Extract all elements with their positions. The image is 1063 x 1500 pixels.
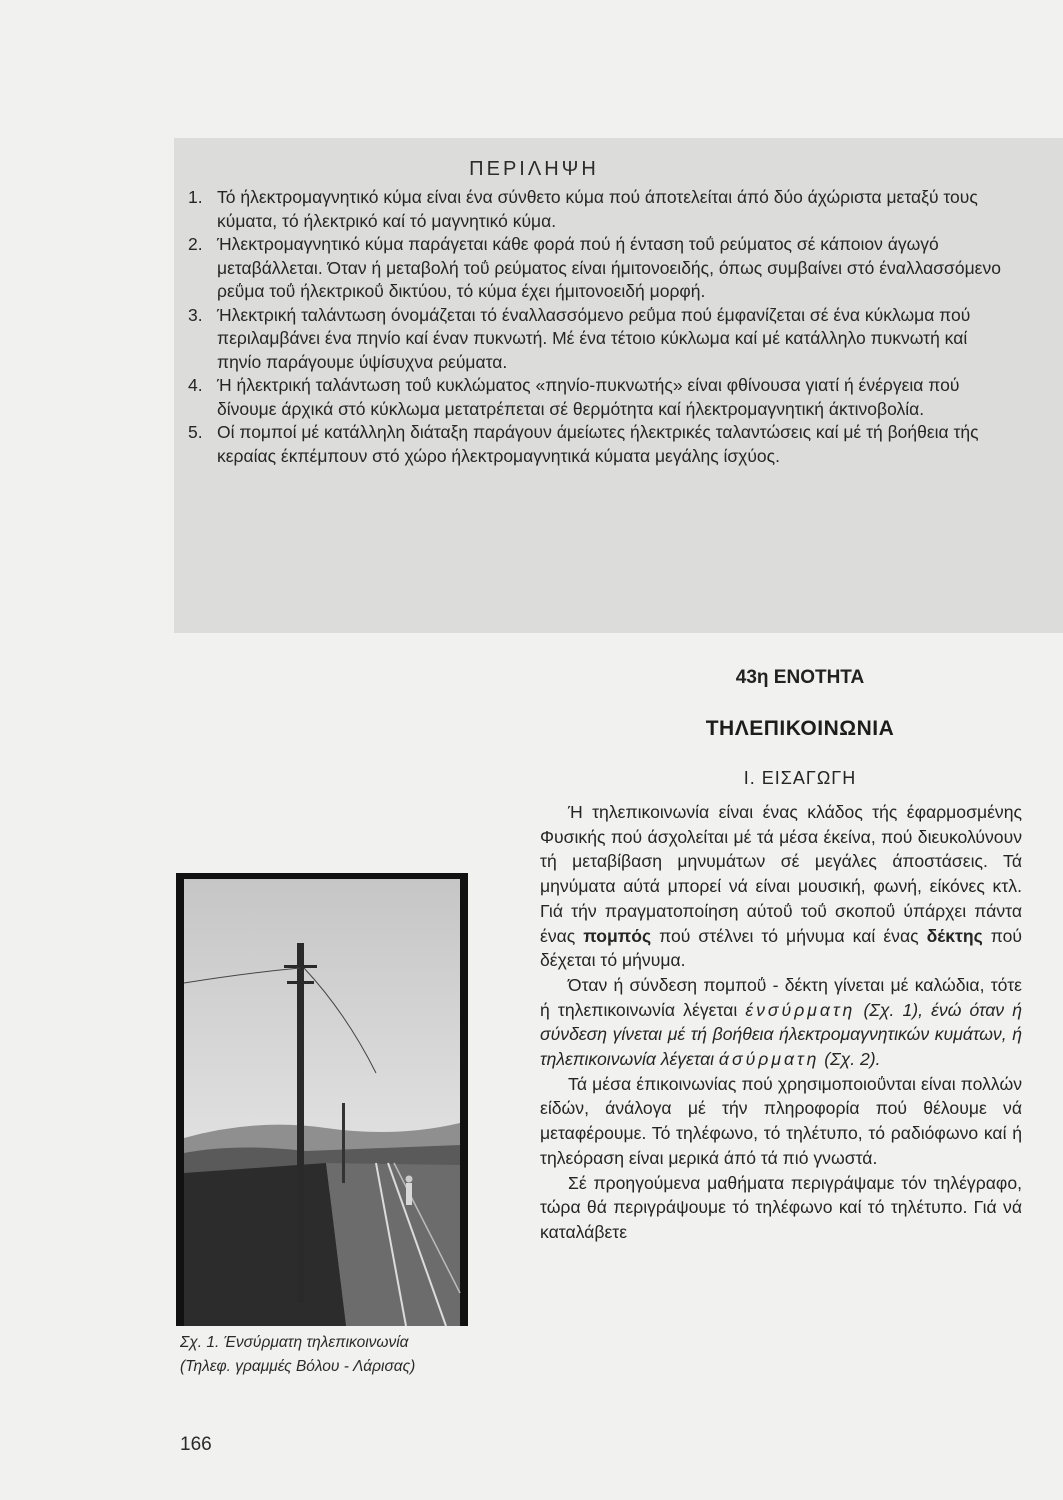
section-number: 43η ΕΝΟΤΗΤΑ — [735, 667, 865, 688]
term-wired: ένσύρματη — [745, 999, 856, 1020]
summary-item-number: 5. — [188, 422, 203, 442]
term-wireless: άσύρματη — [718, 1049, 820, 1070]
section-title: ΤΗΛΕΠΙΚΟΙΝΩΝΙΑ — [705, 717, 895, 740]
summary-item-number: 1. — [188, 187, 203, 207]
paragraph-text: πού δέχεται τό μήνυμα. — [540, 925, 1023, 971]
caption-line-1: Σχ. 1. Ένσύρματη τηλεπικοινωνία — [180, 1334, 409, 1351]
body-text — [540, 800, 1022, 1245]
paragraph-text: (Σχ. 1), ένώ όταν ή σύνδεση γίνεται μέ τή βοήθεια ήλεκτρομαγνητικών κυμάτων, ή τηλεπικοινωνία λέγεται — [540, 999, 1023, 1070]
paragraph-text: πού στέλνει τό μήνυμα καί ένας — [659, 925, 919, 946]
paragraph-2 — [540, 973, 1022, 1072]
summary-box — [174, 138, 1063, 633]
paragraph-text: (Σχ. 2). — [824, 1049, 881, 1070]
term-transmitter: πομπός — [583, 925, 652, 946]
summary-item-text: Οί πομποί μέ κατάλληλη διάταξη παράγουν άμείωτες ήλεκτρικές ταλαντώσεις καί μέ τή βοήθεια τής κεραίας έκπέμπουν στό χώρο ήλεκτρομαγνητικά κύματα μεγάλης ίσχύος. — [217, 422, 979, 466]
summary-item-number: 4. — [188, 375, 203, 395]
summary-item-number: 3. — [188, 304, 203, 325]
term-receiver: δέκτης — [926, 925, 983, 946]
railway-photo — [176, 873, 468, 1326]
summary-list — [184, 186, 1004, 468]
caption-line-2: (Τηλεφ. γραμμές Βόλου - Λάρισας) — [180, 1358, 416, 1375]
summary-item-3 — [184, 304, 1004, 375]
paragraph-text: Όταν ή σύνδεση πομποΰ - δέκτη γίνεται μέ καλώδια, τότε ή τηλεπικοινωνία λέγεται — [540, 974, 1022, 1020]
summary-item-text: Τό ήλεκτρομαγνητικό κύμα είναι ένα σύνθετο κύμα πού άποτελείται άπό δύο άχώριστα μεταξύ τους κύματα, τό ήλεκτρικό καί τό μαγνητικό κύμα. — [217, 187, 978, 231]
summary-item-2 — [184, 233, 1004, 304]
summary-item-text: Ήλεκτρομαγνητικό κύμα παράγεται κάθε φορά πού ή ένταση τοΰ ρεύματος σέ κάποιον άγωγό μεταβάλλεται. Όταν ή μεταβολή τοΰ ρεύματος είναι ήμιτονοειδής, όπως συμβαίνει στό έναλλασσόμενο ρεΰμα τοΰ ήλεκτρικοΰ δικτύου, τό κύμα έχει ήμιτονοειδή μορφή. — [217, 234, 1001, 301]
paragraph-4: Σέ προηγούμενα μαθήματα περιγράψαμε τόν τηλέγραφο, τώρα θά περιγράψουμε τό τηλέφωνο καί τό τηλέτυπο. Γιά νά καταλάβετε — [540, 1172, 1022, 1242]
paragraph-1 — [540, 800, 1022, 973]
summary-item-4 — [184, 374, 1004, 421]
figure-caption — [180, 1331, 480, 1379]
subsection-title: Ι. ΕΙΣΑΓΩΓΗ — [743, 768, 857, 788]
summary-item-text: Ήλεκτρική ταλάντωση όνομάζεται τό έναλλασσόμενο ρεΰμα πού έμφανίζεται σέ ένα κύκλωμα πού περιλαμβάνει ένα πηνίο καί έναν πυκνωτή. Μέ ένα τέτοιο κύκλωμα καί μέ κατάλληλο πυκνωτή καί πηνίο παράγουμε ύψίσυχνα ρεύματα. — [217, 304, 971, 372]
summary-item-number: 2. — [188, 234, 203, 254]
summary-item-1 — [184, 186, 1004, 233]
paragraph-3: Τά μέσα έπικοινωνίας πού χρησιμοποιοΰνται είναι πολλών είδών, άνάλογα μέ τήν πληροφορία πού θέλουμε νά μεταφέρουμε. Τό τηλέφωνο, τό τηλέτυπο, τό ραδιόφωνο καί ή τηλεόραση είναι μερικά άπό τά πιό γνωστά. — [540, 1073, 1022, 1168]
summary-item-5 — [184, 421, 1004, 468]
summary-item-text: Ή ήλεκτρική ταλάντωση τοΰ κυκλώματος «πηνίο-πυκνωτής» είναι φθίνουσα γιατί ή ένέργεια πού δίνουμε άρχικά στό κύκλωμα μετατρέπεται σέ θερμότητα καί ήλεκτρομαγνητική άκτινοβολία. — [217, 375, 960, 419]
paragraph-text: Ή τηλεπικοινωνία είναι ένας κλάδος τής έφαρμοσμένης Φυσικής πού άσχολείται μέ τά μέσα έκείνα, πού διευκολύνουν τή μεταβίβαση μηνυμάτων σέ μεγάλες άποστάσεις. Τά μηνύματα αύτά μπορεί νά είναι μουσική, φωνή, είκόνες κτλ. Γιά τήν πραγματοποίηση αύτοΰ τοΰ σκοποΰ ύπάρχει πάντα ένας — [540, 802, 1022, 946]
summary-title: ΠΕΡΙΛΗΨΗ — [469, 158, 599, 180]
page-number: 166 — [180, 1434, 212, 1455]
